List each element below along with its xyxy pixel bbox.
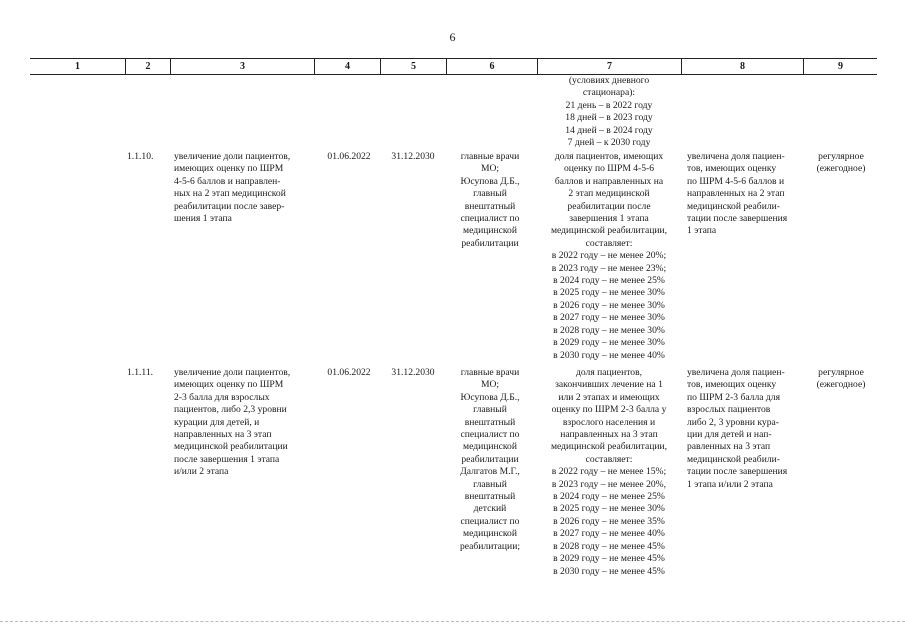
row-responsible: главные врачи МО; Юсупова Д.Б., главный внештатный специалист по медицинской реабилитации: [460, 151, 520, 249]
row-indicator: доля пациентов, закончивших лечение на 1 или 2 этапах и имеющих оценку по ШРМ 2-3 балла у взрослого населения и направленных на 3 этап медицинской реабилитации, составляет: в 2022 году – не менее 15%; в 2023 году – не менее 20%, в 2024 году – не менее 25% в 2025 году – не менее 30% в 2026 году – не менее 35% в 2027 году – не менее 40% в 2028 году – не менее 45% в 2029 году – не менее 45% в 2030 году – не менее 45%: [550, 367, 668, 577]
row-end-date: 31.12.2030: [391, 367, 435, 378]
column-header-7: 7: [537, 59, 681, 74]
row-number: 1.1.10.: [127, 151, 154, 162]
row-start-date: 01.06.2022: [327, 151, 371, 162]
column-header-5: 5: [380, 59, 446, 74]
column-header-2: 2: [125, 59, 170, 74]
page-number: 6: [449, 30, 456, 44]
column-header-4: 4: [314, 59, 380, 74]
row-description: увеличение доли пациентов, имеющих оценку по ШРМ 2-3 балла для взрослых пациентов, либо 2,3 уровни курации для детей, и направленных на 3 этап медицинской реабилитации после завершения 1 этапа и/или 2 этапа: [174, 367, 291, 478]
column-header-8: 8: [681, 59, 803, 74]
row-result: увеличена доля пациен- тов, имеющих оценку по ШРМ 4-5-6 баллов и направленных на 2 этап медицинской реабили- тации после завершения 1 этапа: [687, 151, 788, 237]
column-header-9: 9: [803, 59, 877, 74]
page-bottom-rule: [0, 621, 905, 622]
continuation-indicator: (условиях дневного стационара): 21 день – в 2022 году 18 дней – в 2023 году 14 дней – в 2024 году 7 дней – к 2030 году: [565, 75, 653, 149]
row-frequency: регулярное (ежегодное): [816, 151, 866, 175]
row-number: 1.1.11.: [127, 367, 154, 378]
table-header-row: [30, 58, 877, 75]
row-frequency: регулярное (ежегодное): [816, 367, 866, 391]
column-header-6: 6: [446, 59, 537, 74]
row-result: увеличена доля пациен- тов, имеющих оценку по ШРМ 2-3 балла для взрослых пациентов либо 2, 3 уровни кура- ции для детей и нап- равленных на 3 этап медицинской реабили- тации после завершения 1 этапа и/или 2 этапа: [687, 367, 788, 490]
row-responsible: главные врачи МО; Юсупова Д.Б., главный внештатный специалист по медицинской реабилитации Далгатов М.Г., главный внештатный детский специалист по медицинской реабилитации;: [459, 367, 520, 552]
column-header-3: 3: [170, 59, 314, 74]
column-header-1: 1: [75, 61, 80, 72]
row-indicator: доля пациентов, имеющих оценку по ШРМ 4-5-6 баллов и направленных на 2 этап медицинской реабилитации после завершения 1 этапа медицинской реабилитации, составляет: в 2022 году – не менее 20%; в 2023 году – не менее 23%; в 2024 году – не менее 25% в 2025 году – не менее 30% в 2026 году – не менее 30% в 2027 году – не менее 30% в 2028 году – не менее 30% в 2029 году – не менее 30% в 2030 году – не менее 40%: [550, 151, 668, 361]
row-end-date: 31.12.2030: [391, 151, 435, 162]
row-start-date: 01.06.2022: [327, 367, 371, 378]
row-description: увеличение доли пациентов, имеющих оценку по ШРМ 4-5-6 баллов и направлен- ных на 2 этап медицинской реабилитации после завер- шения 1 этапа: [174, 151, 291, 225]
